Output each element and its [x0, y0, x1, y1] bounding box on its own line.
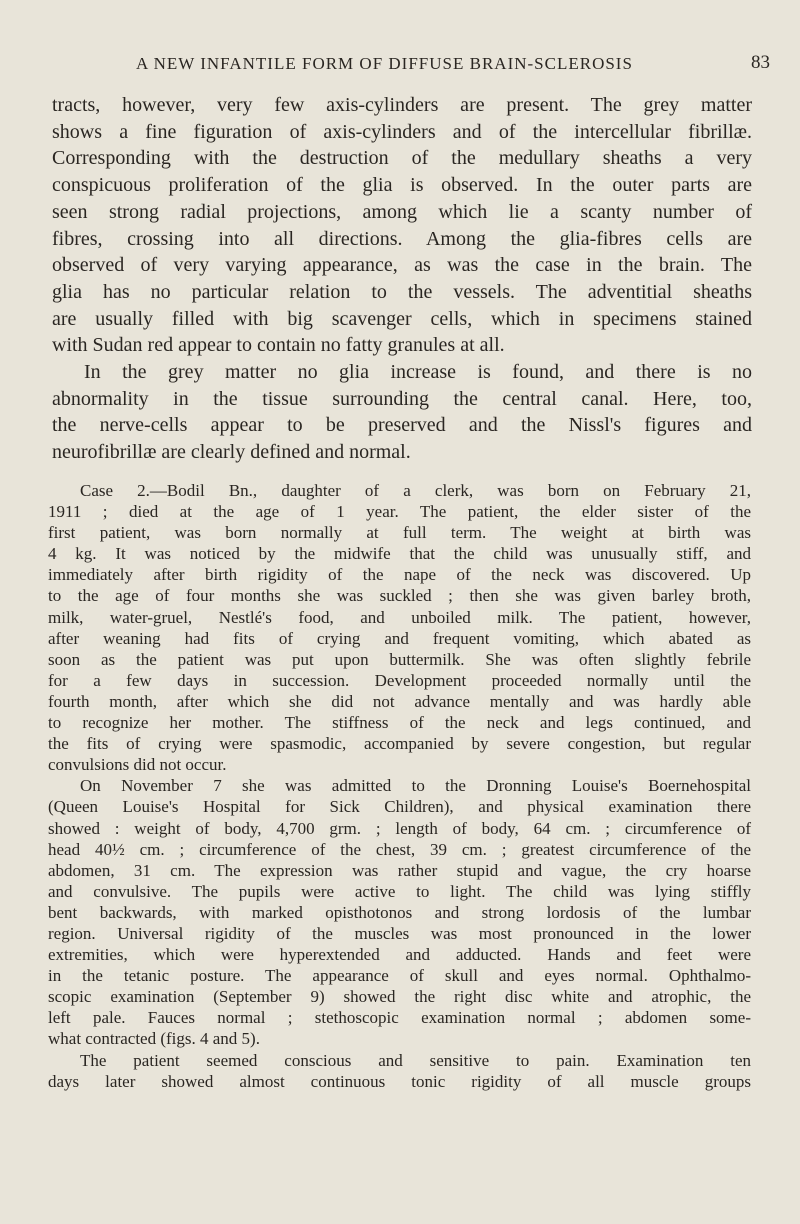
text-line: soon as the patient was put upon buttermilk. She was often slightly febrile: [48, 649, 751, 669]
text-line: to recognize her mother. The stiffness of the neck and legs continued, and: [48, 713, 751, 733]
text-line: bent backwards, with marked opisthotonos and strong lordosis of the lumbar: [48, 902, 751, 922]
text-line: scopic examination (September 9) showed the right disc white and atrophic, the: [48, 987, 751, 1007]
text-line: with Sudan red appear to contain no fatty granules at all.: [52, 334, 505, 357]
text-line: On November 7 she was admitted to the Dronning Louise's Boernehospital: [80, 776, 751, 796]
running-title: A NEW INFANTILE FORM OF DIFFUSE BRAIN-SCLEROSIS: [136, 54, 633, 73]
text-line: 1911 ; died at the age of 1 year. The patient, the elder sister of the: [48, 502, 751, 522]
text-line: conspicuous proliferation of the glia is observed. In the outer parts are: [52, 174, 752, 197]
running-head: [136, 54, 770, 80]
text-line: Corresponding with the destruction of the medullary sheaths a very: [52, 147, 752, 170]
text-line: In the grey matter no glia increase is found, and there is no: [84, 361, 752, 384]
text-line: in the tetanic posture. The appearance of skull and eyes normal. Ophthalmo-: [48, 966, 751, 986]
text-line: the nerve-cells appear to be preserved and the Nissl's figures and: [52, 414, 752, 437]
text-line: for a few days in succession. Development proceeded normally until the: [48, 670, 751, 690]
text-line: what contracted (figs. 4 and 5).: [48, 1029, 260, 1049]
text-line: observed of very varying appearance, as was the case in the brain. The: [52, 254, 752, 277]
text-line: seen strong radial projections, among which lie a scanty number of: [52, 200, 752, 223]
case-heading-line: Case 2.—Bodil Bn., daughter of a clerk, was born on February 21,: [80, 481, 751, 500]
text-line: tracts, however, very few axis-cylinders are present. The grey matter: [52, 94, 752, 116]
text-line: after weaning had fits of crying and frequent vomiting, which abated as: [48, 628, 751, 648]
text-line: milk, water-gruel, Nestlé's food, and unboiled milk. The patient, however,: [48, 607, 751, 627]
text-line: The patient seemed conscious and sensitive to pain. Examination ten: [80, 1050, 751, 1070]
text-line: showed : weight of body, 4,700 grm. ; length of body, 64 cm. ; circumference of: [48, 818, 751, 838]
text-line: are usually filled with big scavenger cells, which in specimens stained: [52, 307, 752, 330]
text-line: shows a fine figuration of axis-cylinders and of the intercellular fibrillæ.: [52, 120, 752, 143]
text-line: convulsions did not occur.: [48, 755, 227, 775]
page-number: 83: [751, 52, 770, 73]
text-line: glia has no particular relation to the vessels. The adventitial sheaths: [52, 280, 752, 303]
text-line: left pale. Fauces normal ; stethoscopic examination normal ; abdomen some-: [48, 1008, 751, 1028]
text-line: 4 kg. It was noticed by the midwife that the child was unusually stiff, and: [48, 544, 751, 564]
text-line: head 40½ cm. ; circumference of the chest, 39 cm. ; greatest circumference of the: [48, 839, 751, 859]
text-line: fibres, crossing into all directions. Among the glia-fibres cells are: [52, 227, 752, 250]
text-line: (Queen Louise's Hospital for Sick Children), and physical examination there: [48, 797, 751, 817]
text-line: the fits of crying were spasmodic, accompanied by severe congestion, but regular: [48, 734, 751, 754]
text-line: immediately after birth rigidity of the nape of the neck was discovered. Up: [48, 565, 751, 585]
text-line: abdomen, 31 cm. The expression was rather stupid and vague, the cry hoarse: [48, 860, 751, 880]
text-line: abnormality in the tissue surrounding the central canal. Here, too,: [52, 387, 752, 410]
text-line: to the age of four months she was suckled ; then she was given barley broth,: [48, 586, 751, 606]
text-line: extremities, which were hyperextended and adducted. Hands and feet were: [48, 945, 751, 965]
text-line: first patient, was born normally at full term. The weight at birth was: [48, 523, 751, 543]
text-line: and convulsive. The pupils were active to light. The child was lying stiffly: [48, 881, 751, 901]
text-line: days later showed almost continuous tonic rigidity of all muscle groups: [48, 1071, 751, 1091]
main-paragraphs: [52, 92, 752, 466]
text-line: neurofibrillæ are clearly defined and normal.: [52, 441, 411, 464]
text-line: fourth month, after which she did not advance mentally and was hardly able: [48, 691, 751, 711]
case-report: [48, 480, 751, 1092]
text-line: region. Universal rigidity of the muscles was most pronounced in the lower: [48, 923, 751, 943]
